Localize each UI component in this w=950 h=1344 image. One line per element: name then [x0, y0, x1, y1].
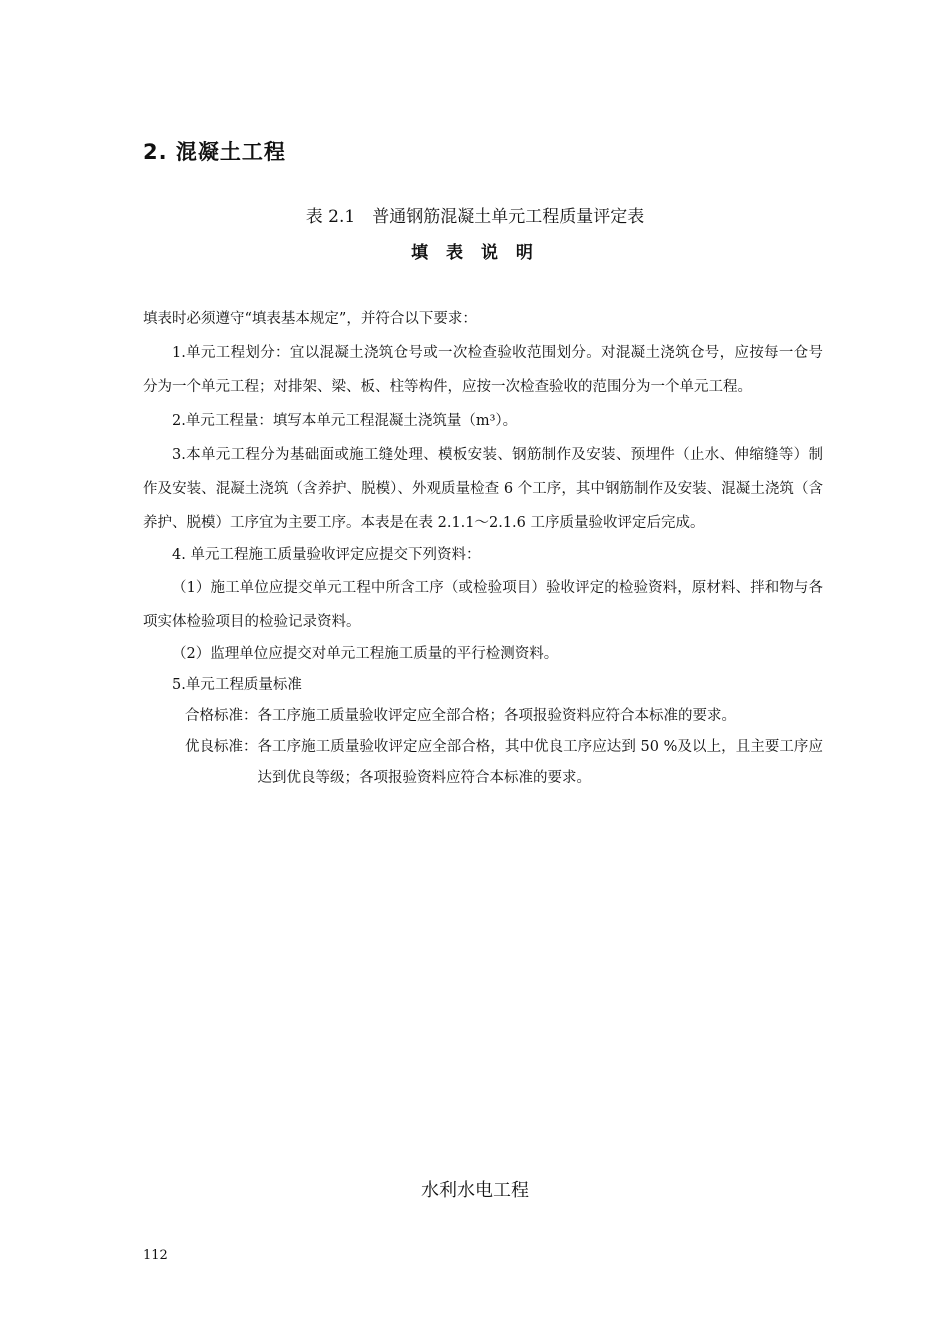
instructions-body	[143, 302, 823, 794]
excellent-standard-text: 各工序施工质量验收评定应全部合格，其中优良工序应达到 50 %及以上，且主要工序应达到优良等级；各项报验资料应符合本标准的要求。	[257, 739, 823, 786]
excellent-standard-row	[143, 732, 823, 794]
footer-title: 水利水电工程	[421, 1180, 529, 1201]
intro-paragraph: 填表时必须遵守“填表基本规定”，并符合以下要求：	[143, 311, 477, 327]
item-4-submission-requirements: 4. 单元工程施工质量验收评定应提交下列资料：	[172, 547, 481, 563]
pass-standard-label: 合格标准：	[185, 708, 258, 724]
item-4-2-supervisor-documents: （2）监理单位应提交对单元工程施工质量的平行检测资料。	[172, 646, 559, 662]
instructions-heading: 填 表 说 明	[411, 243, 539, 263]
item-1-unit-division: 1.单元工程划分：宜以混凝土浇筑仓号或一次检查验收范围划分。对混凝土浇筑仓号，应按每一仓号分为一个单元工程；对排架、梁、板、柱等构件，应按一次检查验收的范围分为一个单元工程。	[143, 345, 823, 395]
pass-standard-text: 各工序施工质量验收评定应全部合格；各项报验资料应符合本标准的要求。	[257, 708, 736, 724]
excellent-standard-label: 优良标准：	[185, 739, 258, 755]
pass-standard-row	[143, 701, 823, 732]
section-heading: 2. 混凝土工程	[143, 140, 286, 164]
page-number: 112	[143, 1248, 168, 1263]
item-4-1-contractor-documents: （1）施工单位应提交单元工程中所含工序（或检验项目）验收评定的检验资料，原材料、拌和物与各项实体检验项目的检验记录资料。	[143, 580, 823, 630]
item-5-quality-standards: 5.单元工程质量标准	[172, 677, 302, 693]
item-3-process-description: 3.本单元工程分为基础面或施工缝处理、模板安装、钢筋制作及安装、预埋件（止水、伸缩缝等）制作及安装、混凝土浇筑（含养护、脱模）、外观质量检查 6 个工序，其中钢筋制作及安装、混凝土浇筑（含养护、脱模）工序宜为主要工序。本表是在表 2.1.1～2.1.6 工序质量验收评定后完成。	[143, 447, 823, 531]
item-2-unit-quantity: 2.单元工程量：填写本单元工程混凝土浇筑量（m³）。	[172, 413, 518, 429]
table-title: 表 2.1 普通钢筋混凝土单元工程质量评定表	[305, 207, 645, 227]
